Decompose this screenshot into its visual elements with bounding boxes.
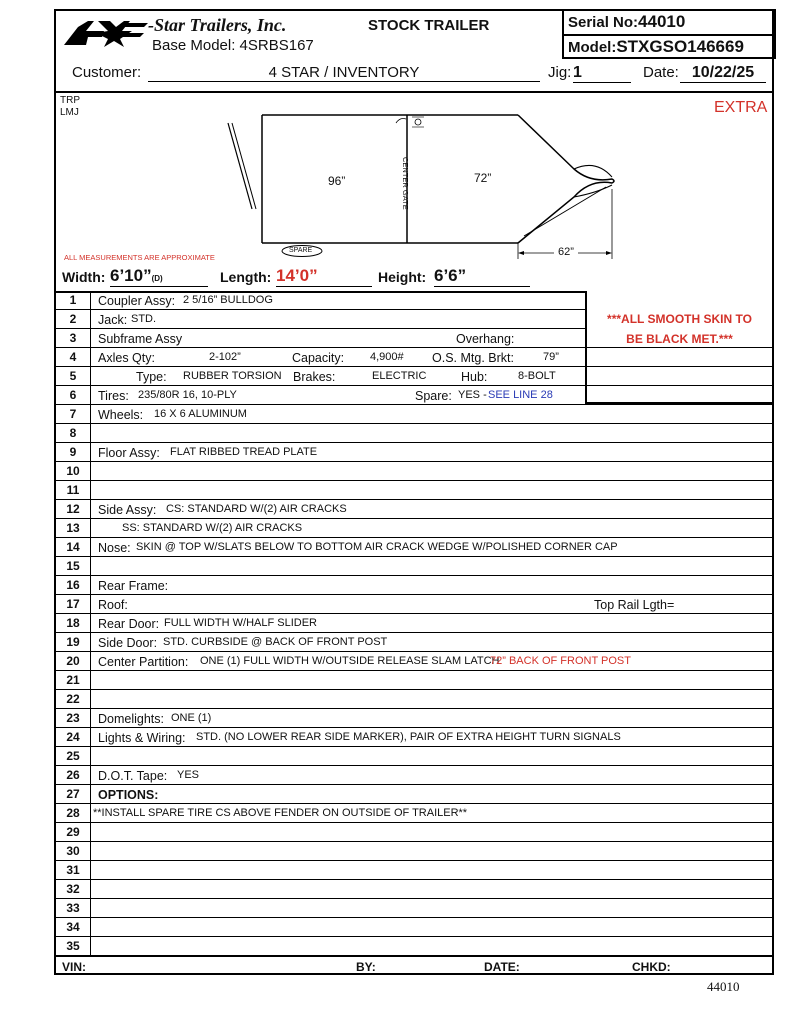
date-footer-label: DATE: <box>484 960 520 974</box>
spec-row-30: 30 <box>56 842 772 861</box>
spec-row-34: 34 <box>56 918 772 937</box>
note-line-1: ***ALL SMOOTH SKIN TO <box>607 312 752 326</box>
approx-note: ALL MEASUREMENTS ARE APPROXIMATE <box>64 253 215 262</box>
spec-row-10: 10 <box>56 462 772 481</box>
front-compartment-dimension: 72” <box>474 171 492 185</box>
spec-row-24: 24 Lights & Wiring: STD. (NO LOWER REAR SIDE MARKER), PAIR OF EXTRA HEIGHT TURN SIGNALS <box>56 728 772 747</box>
spec-row-22: 22 <box>56 690 772 709</box>
spec-row-29: 29 <box>56 823 772 842</box>
width-value: 6’10”(D) <box>110 266 208 287</box>
spec-row-16: 16 Rear Frame: <box>56 576 772 595</box>
height-value: 6’6” <box>434 266 530 287</box>
spec-row-20: 20 Center Partition: ONE (1) FULL WIDTH W/OUTSIDE RELEASE SLAM LATCH 72” BACK OF FRONT POST <box>56 652 772 671</box>
spec-row-27: 27 OPTIONS: <box>56 785 772 804</box>
see-line-28-link: SEE LINE 28 <box>488 389 553 401</box>
document-title: STOCK TRAILER <box>368 17 490 34</box>
extra-label: EXTRA <box>714 99 768 116</box>
spec-row-2: 2 Jack: STD. <box>56 310 772 329</box>
length-value: 14’0” <box>276 266 372 287</box>
serial-model-box <box>562 9 776 59</box>
vin-label: VIN: <box>62 960 86 974</box>
spec-row-5: 5 Type: RUBBER TORSION Brakes: ELECTRIC Hub: 8-BOLT <box>56 367 772 386</box>
signature-footer <box>56 955 772 977</box>
center-gate-label: CENTER GATE <box>401 157 410 210</box>
trailer-diagram <box>56 91 772 293</box>
spec-row-26: 26 D.O.T. Tape: YES <box>56 766 772 785</box>
stock-trailer-form <box>54 9 774 975</box>
initials-2: LMJ <box>60 107 79 118</box>
nose-dimension: 62” <box>558 246 574 258</box>
spec-row-17: 17 Roof: Top Rail Lgth= <box>56 595 772 614</box>
spec-row-14: 14 Nose: SKIN @ TOP W/SLATS BELOW TO BOTTOM AIR CRACK WEDGE W/POLISHED CORNER CAP <box>56 538 772 557</box>
spec-row-11: 11 <box>56 481 772 500</box>
length-label: Length: <box>220 269 272 285</box>
spec-row-6: 6 Tires: 235/80R 16, 10-PLY Spare: YES - SEE LINE 28 <box>56 386 772 405</box>
jig-label: Jig: <box>548 64 572 81</box>
spec-row-21: 21 <box>56 671 772 690</box>
spec-row-1: 1 Coupler Assy: 2 5/16” BULLDOG <box>56 291 772 310</box>
spec-row-12: 12 Side Assy: CS: STANDARD W/(2) AIR CRACKS <box>56 500 772 519</box>
spec-row-35: 35 <box>56 937 772 956</box>
rear-compartment-dimension: 96” <box>328 174 346 188</box>
width-label: Width: <box>62 269 106 285</box>
special-note-box <box>585 291 772 404</box>
jig-value: 1 <box>573 64 631 83</box>
checked-label: CHKD: <box>632 960 671 974</box>
spec-row-23: 23 Domelights: ONE (1) <box>56 709 772 728</box>
date-value: 10/22/25 <box>680 64 766 83</box>
spec-row-15: 15 <box>56 557 772 576</box>
spec-row-31: 31 <box>56 861 772 880</box>
spec-row-33: 33 <box>56 899 772 918</box>
page-number: 44010 <box>707 979 740 994</box>
spec-row-18: 18 Rear Door: FULL WIDTH W/HALF SLIDER <box>56 614 772 633</box>
serial-number: Serial No:44010 <box>568 12 686 31</box>
initials-1: TRP <box>60 95 80 106</box>
four-star-logo-icon <box>64 17 148 49</box>
model-number: Model:STXGSO146669 <box>568 37 744 56</box>
spec-row-3: 3 Subframe Assy Overhang: <box>56 329 772 348</box>
form-header <box>56 11 772 93</box>
base-model: Base Model: 4SRBS167 <box>152 37 314 54</box>
date-label: Date: <box>643 64 679 81</box>
spec-row-28: 28 **INSTALL SPARE TIRE CS ABOVE FENDER ON OUTSIDE OF TRAILER** <box>56 804 772 823</box>
spec-row-32: 32 <box>56 880 772 899</box>
spec-row-13: 13 SS: STANDARD W/(2) AIR CRACKS <box>56 519 772 538</box>
spec-row-19: 19 Side Door: STD. CURBSIDE @ BACK OF FRONT POST <box>56 633 772 652</box>
spec-row-4: 4 Axles Qty: 2-102” Capacity: 4,900# O.S. Mtg. Brkt: 79” <box>56 348 772 367</box>
by-label: BY: <box>356 960 376 974</box>
spec-row-9: 9 Floor Assy: FLAT RIBBED TREAD PLATE <box>56 443 772 462</box>
company-name: -Star Trailers, Inc. <box>148 15 287 35</box>
customer-label: Customer: <box>72 64 142 81</box>
spare-label: SPARE <box>289 247 313 254</box>
customer-value: 4 STAR / INVENTORY <box>148 64 540 82</box>
spec-row-25: 25 <box>56 747 772 766</box>
spec-row-7: 7 Wheels: 16 X 6 ALUMINUM <box>56 405 772 424</box>
spec-row-8: 8 <box>56 424 772 443</box>
height-label: Height: <box>378 269 427 285</box>
note-line-2: BE BLACK MET.*** <box>626 332 733 346</box>
